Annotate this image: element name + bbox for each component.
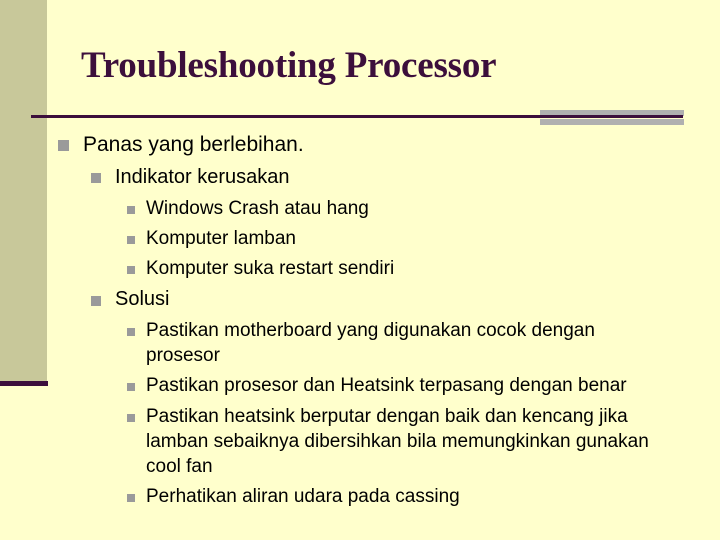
bullet-square-icon bbox=[91, 296, 101, 306]
left-accent-bar bbox=[0, 0, 47, 381]
bullet-square-icon bbox=[127, 206, 135, 214]
indikator-item: Komputer suka restart sendiri bbox=[146, 258, 395, 279]
title-rule bbox=[31, 115, 683, 118]
bullet-square-icon bbox=[127, 266, 135, 274]
bullet-square-icon bbox=[127, 383, 135, 391]
bullet-level1-text: Panas yang berlebihan. bbox=[83, 133, 304, 156]
solusi-item-line: Pastikan motherboard yang digunakan cocok dengan bbox=[146, 320, 595, 341]
indikator-item: Windows Crash atau hang bbox=[146, 198, 369, 219]
solusi-item-line: Pastikan prosesor dan Heatsink terpasang dengan benar bbox=[146, 375, 627, 396]
bullet-square-icon bbox=[127, 328, 135, 336]
solusi-item-line: prosesor bbox=[146, 345, 220, 366]
bullet-square-icon bbox=[127, 236, 135, 244]
solusi-heading: Solusi bbox=[115, 288, 170, 310]
title-rule-gray-bottom bbox=[540, 119, 684, 125]
bullet-square-icon bbox=[127, 494, 135, 502]
solusi-item-line: cool fan bbox=[146, 456, 213, 477]
solusi-item-line: Pastikan heatsink berputar dengan baik dan kencang jika bbox=[146, 406, 628, 427]
slide-title: Troubleshooting Processor bbox=[81, 45, 497, 86]
solusi-item-line: lamban sebaiknya dibersihkan bila memungkinkan gunakan bbox=[146, 431, 649, 452]
bullet-square-icon bbox=[58, 140, 69, 151]
bullet-square-icon bbox=[91, 173, 101, 183]
left-accent-bar-end bbox=[0, 381, 48, 386]
indikator-item: Komputer lamban bbox=[146, 228, 296, 249]
indikator-heading: Indikator kerusakan bbox=[115, 166, 290, 188]
bullet-square-icon bbox=[127, 414, 135, 422]
solusi-item-line: Perhatikan aliran udara pada cassing bbox=[146, 486, 460, 507]
